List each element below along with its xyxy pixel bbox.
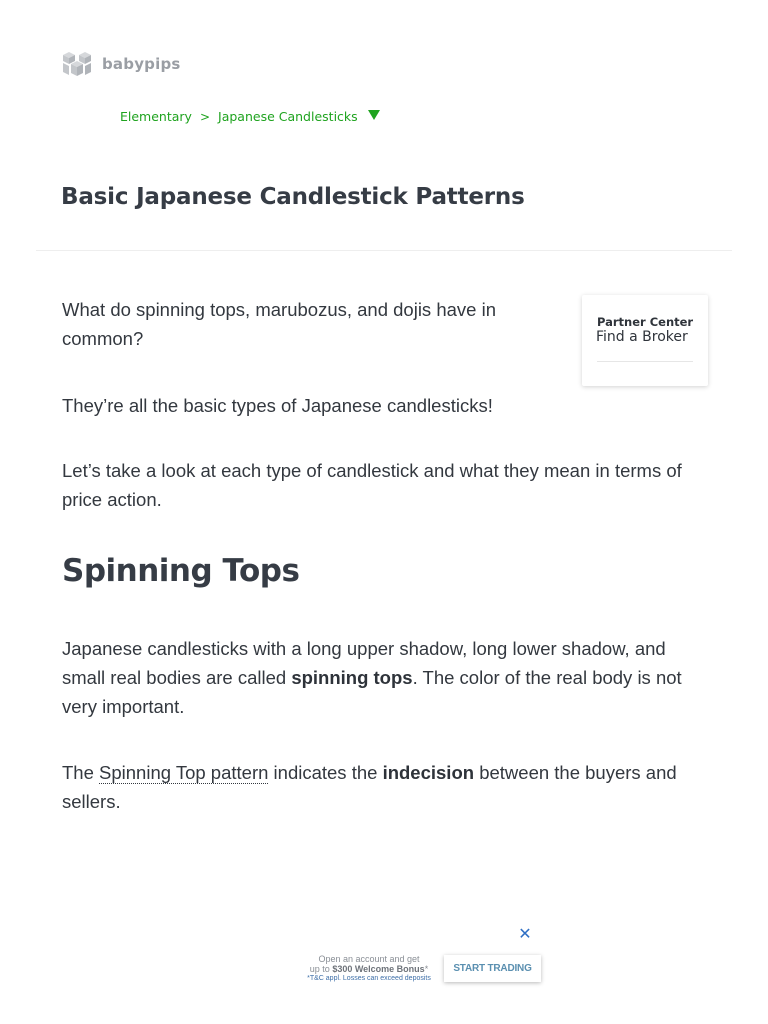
partner-center-card xyxy=(582,295,708,386)
p4-bold-term: spinning tops xyxy=(291,667,413,688)
ad-line-2 xyxy=(296,964,442,974)
p5-text-after: between the buyers and sellers. xyxy=(62,762,677,812)
p4-text-before: Japanese candlesticks with a long upper shadow, long lower shadow, and small real bodies are called xyxy=(62,638,666,688)
spinning-top-pattern-link[interactable]: Spinning Top pattern xyxy=(99,762,269,783)
caret-down-icon[interactable] xyxy=(368,110,380,120)
breadcrumb-item-japanese-candlesticks[interactable]: Japanese Candlesticks xyxy=(218,109,358,124)
ad-line-2-suffix: * xyxy=(424,964,429,974)
babypips-cubes-logo-icon xyxy=(60,50,94,78)
intro-paragraph-1: What do spinning tops, marubozus, and dojis have in common? xyxy=(62,299,496,349)
partner-center-title: Partner Center xyxy=(597,315,694,329)
intro-paragraph-2: They’re all the basic types of Japanese candlesticks! xyxy=(62,395,493,416)
ad-disclaimer: *T&C appl. Losses can exceed deposits xyxy=(307,975,431,982)
babypips-logo[interactable] xyxy=(60,50,181,78)
breadcrumb xyxy=(120,109,380,124)
start-trading-button[interactable]: START TRADING xyxy=(444,955,541,982)
spinning-tops-paragraph-1 xyxy=(62,634,712,721)
breadcrumb-item-elementary[interactable]: Elementary xyxy=(120,109,192,124)
intro-paragraph-3: Let’s take a look at each type of candlestick and what they mean in terms of price action. xyxy=(62,460,682,510)
find-a-broker-link[interactable]: Find a Broker xyxy=(596,329,688,345)
spinning-tops-paragraph-2 xyxy=(62,758,712,816)
p4-text-after: . The color of the real body is not very important. xyxy=(62,667,682,717)
ad-line-1: Open an account and get xyxy=(318,954,420,964)
section-title-spinning-tops: Spinning Tops xyxy=(62,553,300,589)
p5-text-before: The xyxy=(62,762,100,783)
header-divider xyxy=(36,250,732,251)
ad-bonus-text: $300 Welcome Bonus xyxy=(332,964,425,974)
ad-copy xyxy=(296,954,442,983)
page-title: Basic Japanese Candlestick Patterns xyxy=(61,184,525,210)
close-icon[interactable]: ✕ xyxy=(518,924,532,943)
p5-text-middle: indicates the xyxy=(268,762,383,783)
ad-line-2-prefix: up to xyxy=(309,964,333,974)
logo-wordmark: babypips xyxy=(102,55,181,73)
breadcrumb-separator: > xyxy=(199,109,211,124)
p5-bold-term: indecision xyxy=(382,762,475,783)
partner-card-divider xyxy=(597,361,693,362)
